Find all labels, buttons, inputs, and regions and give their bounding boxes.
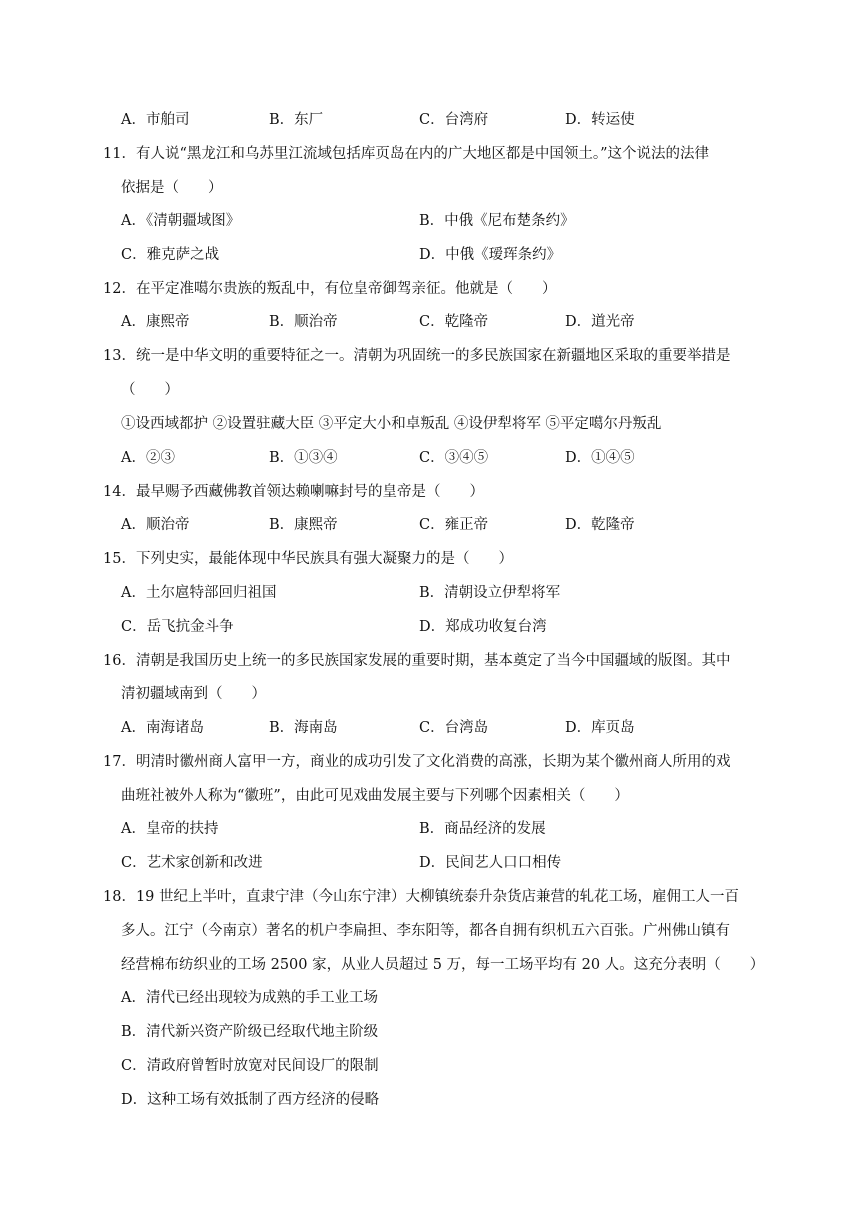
q13-option-c: C．③④⑤ xyxy=(419,450,489,466)
q17-option-b: B．商品经济的发展 xyxy=(419,821,546,837)
q16-option-a: A．南海诸岛 xyxy=(121,720,204,736)
q11-option-b: B．中俄《尼布楚条约》 xyxy=(419,213,575,229)
q10-option-c: C．台湾府 xyxy=(419,112,489,128)
q17-option-d: D．民间艺人口口相传 xyxy=(419,855,562,871)
q14-option-d: D．乾隆帝 xyxy=(565,517,635,533)
q12-option-a: A．康熙帝 xyxy=(121,314,190,330)
q18-option-d: D．这种工场有效抵制了西方经济的侵略 xyxy=(121,1092,380,1108)
q14-option-a: A．顺治帝 xyxy=(121,517,190,533)
q17-option-a: A．皇帝的扶持 xyxy=(121,821,219,837)
q12-option-d: D．道光帝 xyxy=(565,314,635,330)
q18-stem: 18．19 世纪上半叶，直隶宁津（今山东宁津）大柳镇统泰升杂货店兼营的轧花工场，雇佣工人一百 xyxy=(103,889,740,905)
q18-option-a: A．清代已经出现较为成熟的手工业工场 xyxy=(121,990,378,1006)
q15-stem: 15．下列史实，最能体现中华民族具有强大凝聚力的是（ ） xyxy=(103,551,513,567)
q12-stem: 12．在平定准噶尔贵族的叛乱中，有位皇帝御驾亲征。他就是（ ） xyxy=(103,281,557,297)
q14-option-b: B．康熙帝 xyxy=(269,517,338,533)
q14-stem: 14．最早赐予西藏佛教首领达赖喇嘛封号的皇帝是（ ） xyxy=(103,484,484,500)
q12-option-c: C．乾隆帝 xyxy=(419,314,489,330)
q11-option-c: C．雅克萨之战 xyxy=(121,247,220,263)
q16-stem: 16．清朝是我国历史上统一的多民族国家发展的重要时期，基本奠定了当今中国疆域的版图。其中 xyxy=(103,653,731,669)
q13-stem: 13．统一是中华文明的重要特征之一。清朝为巩固统一的多民族国家在新疆地区采取的重要举措是 xyxy=(103,348,731,364)
q15-option-c: C．岳飞抗金斗争 xyxy=(121,619,234,635)
q16-option-d: D．库页岛 xyxy=(565,720,635,736)
q16-option-c: C．台湾岛 xyxy=(419,720,489,736)
q11-option-d: D．中俄《瑷珲条约》 xyxy=(419,247,562,263)
q16-option-b: B．海南岛 xyxy=(269,720,338,736)
q15-option-a: A．土尔扈特部回归祖国 xyxy=(121,585,277,601)
q17-stem: 17．明清时徽州商人富甲一方，商业的成功引发了文化消费的高涨，长期为某个徽州商人所用的戏 xyxy=(103,754,731,770)
q14-option-c: C．雍正帝 xyxy=(419,517,489,533)
q13-stem-continued: （ ） xyxy=(121,382,179,398)
q15-option-b: B．清朝设立伊犁将军 xyxy=(419,585,561,601)
q12-option-b: B．顺治帝 xyxy=(269,314,338,330)
q10-option-a: A．市舶司 xyxy=(121,112,190,128)
q11-option-a: A．《清朝疆域图》 xyxy=(121,213,241,229)
q11-stem-continued: 依据是（ ） xyxy=(121,180,223,196)
q18-option-b: B．清代新兴资产阶级已经取代地主阶级 xyxy=(121,1024,379,1040)
q17-stem-continued: 曲班社被外人称为“徽班”，由此可见戏曲发展主要与下列哪个因素相关（ ） xyxy=(121,788,629,804)
q10-option-d: D．转运使 xyxy=(565,112,635,128)
q13-option-d: D．①④⑤ xyxy=(565,450,635,466)
q13-items: ①设西域都护 ②设置驻藏大臣 ③平定大小和卓叛乱 ④设伊犁将军 ⑤平定噶尔丹叛乱 xyxy=(121,416,662,432)
q16-stem-continued: 清初疆域南到（ ） xyxy=(121,686,266,702)
q13-option-b: B．①③④ xyxy=(269,450,338,466)
q18-stem-continued-2: 经营棉布纺织业的工场 2500 家，从业人员超过 5 万，每一工场平均有 20 人。这充分表明（ ） xyxy=(121,957,765,973)
q10-option-b: B．东厂 xyxy=(269,112,324,128)
q13-option-a: A．②③ xyxy=(121,450,175,466)
q17-option-c: C．艺术家创新和改进 xyxy=(121,855,263,871)
q15-option-d: D．郑成功收复台湾 xyxy=(419,619,547,635)
q18-stem-continued-1: 多人。江宁（今南京）著名的机户李扁担、李东阳等，都各自拥有织机五六百张。广州佛山镇有 xyxy=(121,923,730,939)
q18-option-c: C．清政府曾暂时放宽对民间设厂的限制 xyxy=(121,1058,379,1074)
q11-stem: 11．有人说“黑龙江和乌苏里江流域包括库页岛在内的广大地区都是中国领土。”这个说法的法律 xyxy=(103,146,710,162)
